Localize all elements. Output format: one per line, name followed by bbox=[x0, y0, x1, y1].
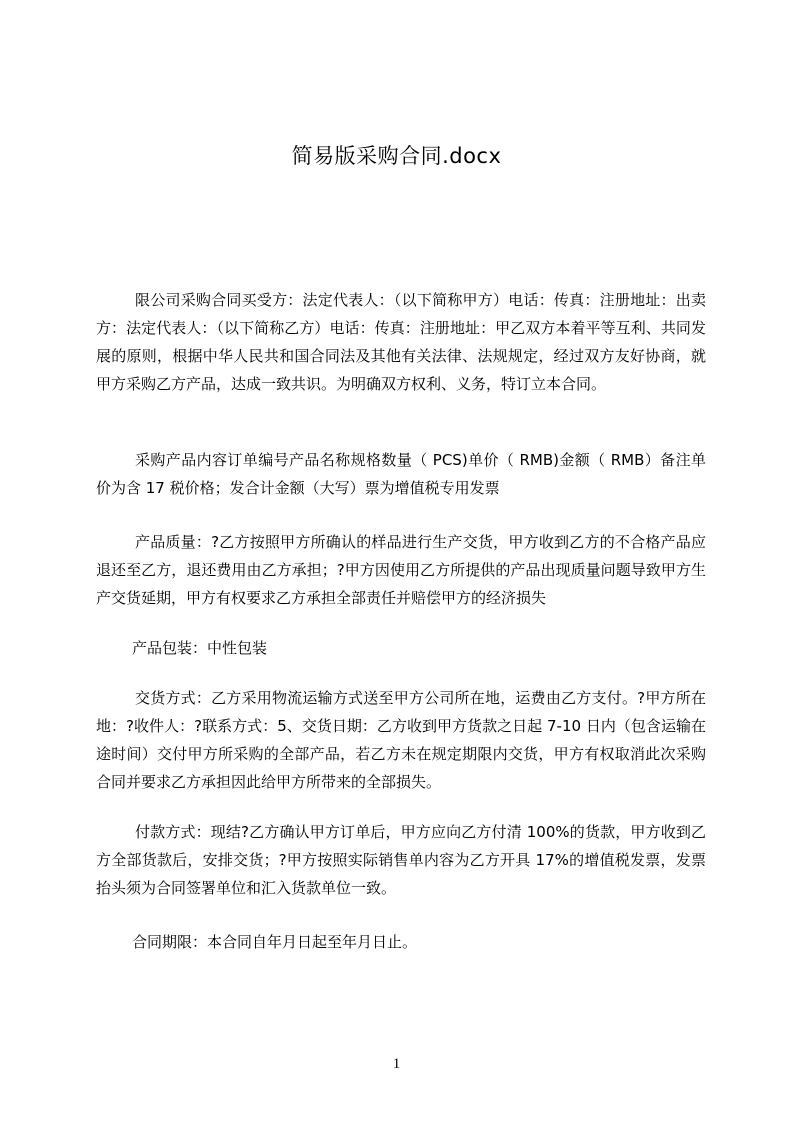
paragraph-text: 产品质量：?乙方按照甲方所确认的样品进行生产交货，甲方收到乙方的不合格产品应退还至乙方，退还费用由乙方承担；?甲方因使用乙方所提供的产品出现质量问题导致甲方生产交货延期，甲方有权要求乙方承担全部责任并赔偿甲方的经济损失 bbox=[96, 533, 706, 607]
paragraph-text: 产品包装：中性包装 bbox=[132, 639, 268, 657]
paragraph-text: 采购产品内容订单编号产品名称规格数量（ PCS)单价（ RMB)金额（ RMB）备注单价为含 17 税价格；发合计金额（大写）票为增值税专用发票 bbox=[96, 451, 706, 497]
paragraph-payment bbox=[96, 818, 706, 902]
paragraph-delivery bbox=[96, 684, 706, 796]
paragraph-packaging bbox=[96, 634, 706, 662]
paragraph-quality bbox=[96, 528, 706, 612]
page-number: 1 bbox=[392, 1056, 401, 1072]
paragraph-text: 交货方式：乙方采用物流运输方式送至甲方公司所在地，运费由乙方支付。?甲方所在地：?收件人：?联系方式：5、交货日期：乙方收到甲方货款之日起 7-10 日内（包含运输在途时间）交付甲方所采购的全部产品，若乙方未在规定期限内交货，甲方有权取消此次采购合同并要求乙方承担因此给甲方所带来的全部损失。 bbox=[96, 689, 706, 791]
document-title: 简易版采购合同.docx bbox=[291, 144, 502, 168]
paragraph-parties bbox=[96, 286, 706, 398]
paragraph-term bbox=[96, 928, 706, 956]
paragraph-text: 合同期限：本合同自年月日起至年月日止。 bbox=[132, 933, 418, 951]
paragraph-text: 付款方式：现结?乙方确认甲方订单后，甲方应向乙方付清 100%的货款，甲方收到乙方全部货款后，安排交货；?甲方按照实际销售单内容为乙方开具 17%的增值税发票，发票抬头须为合同签署单位和汇入货款单位一致。 bbox=[96, 823, 706, 897]
paragraph-products bbox=[96, 446, 706, 502]
paragraph-text: 限公司采购合同买受方：法定代表人：（以下简称甲方）电话：传真：注册地址：出卖方：法定代表人：（以下简称乙方）电话：传真：注册地址：甲乙双方本着平等互利、共同发展的原则，根据中华人民共和国合同法及其他有关法律、法规规定，经过双方友好协商，就甲方采购乙方产品，达成一致共识。为明确双方权利、义务，特订立本合同。 bbox=[96, 291, 706, 393]
